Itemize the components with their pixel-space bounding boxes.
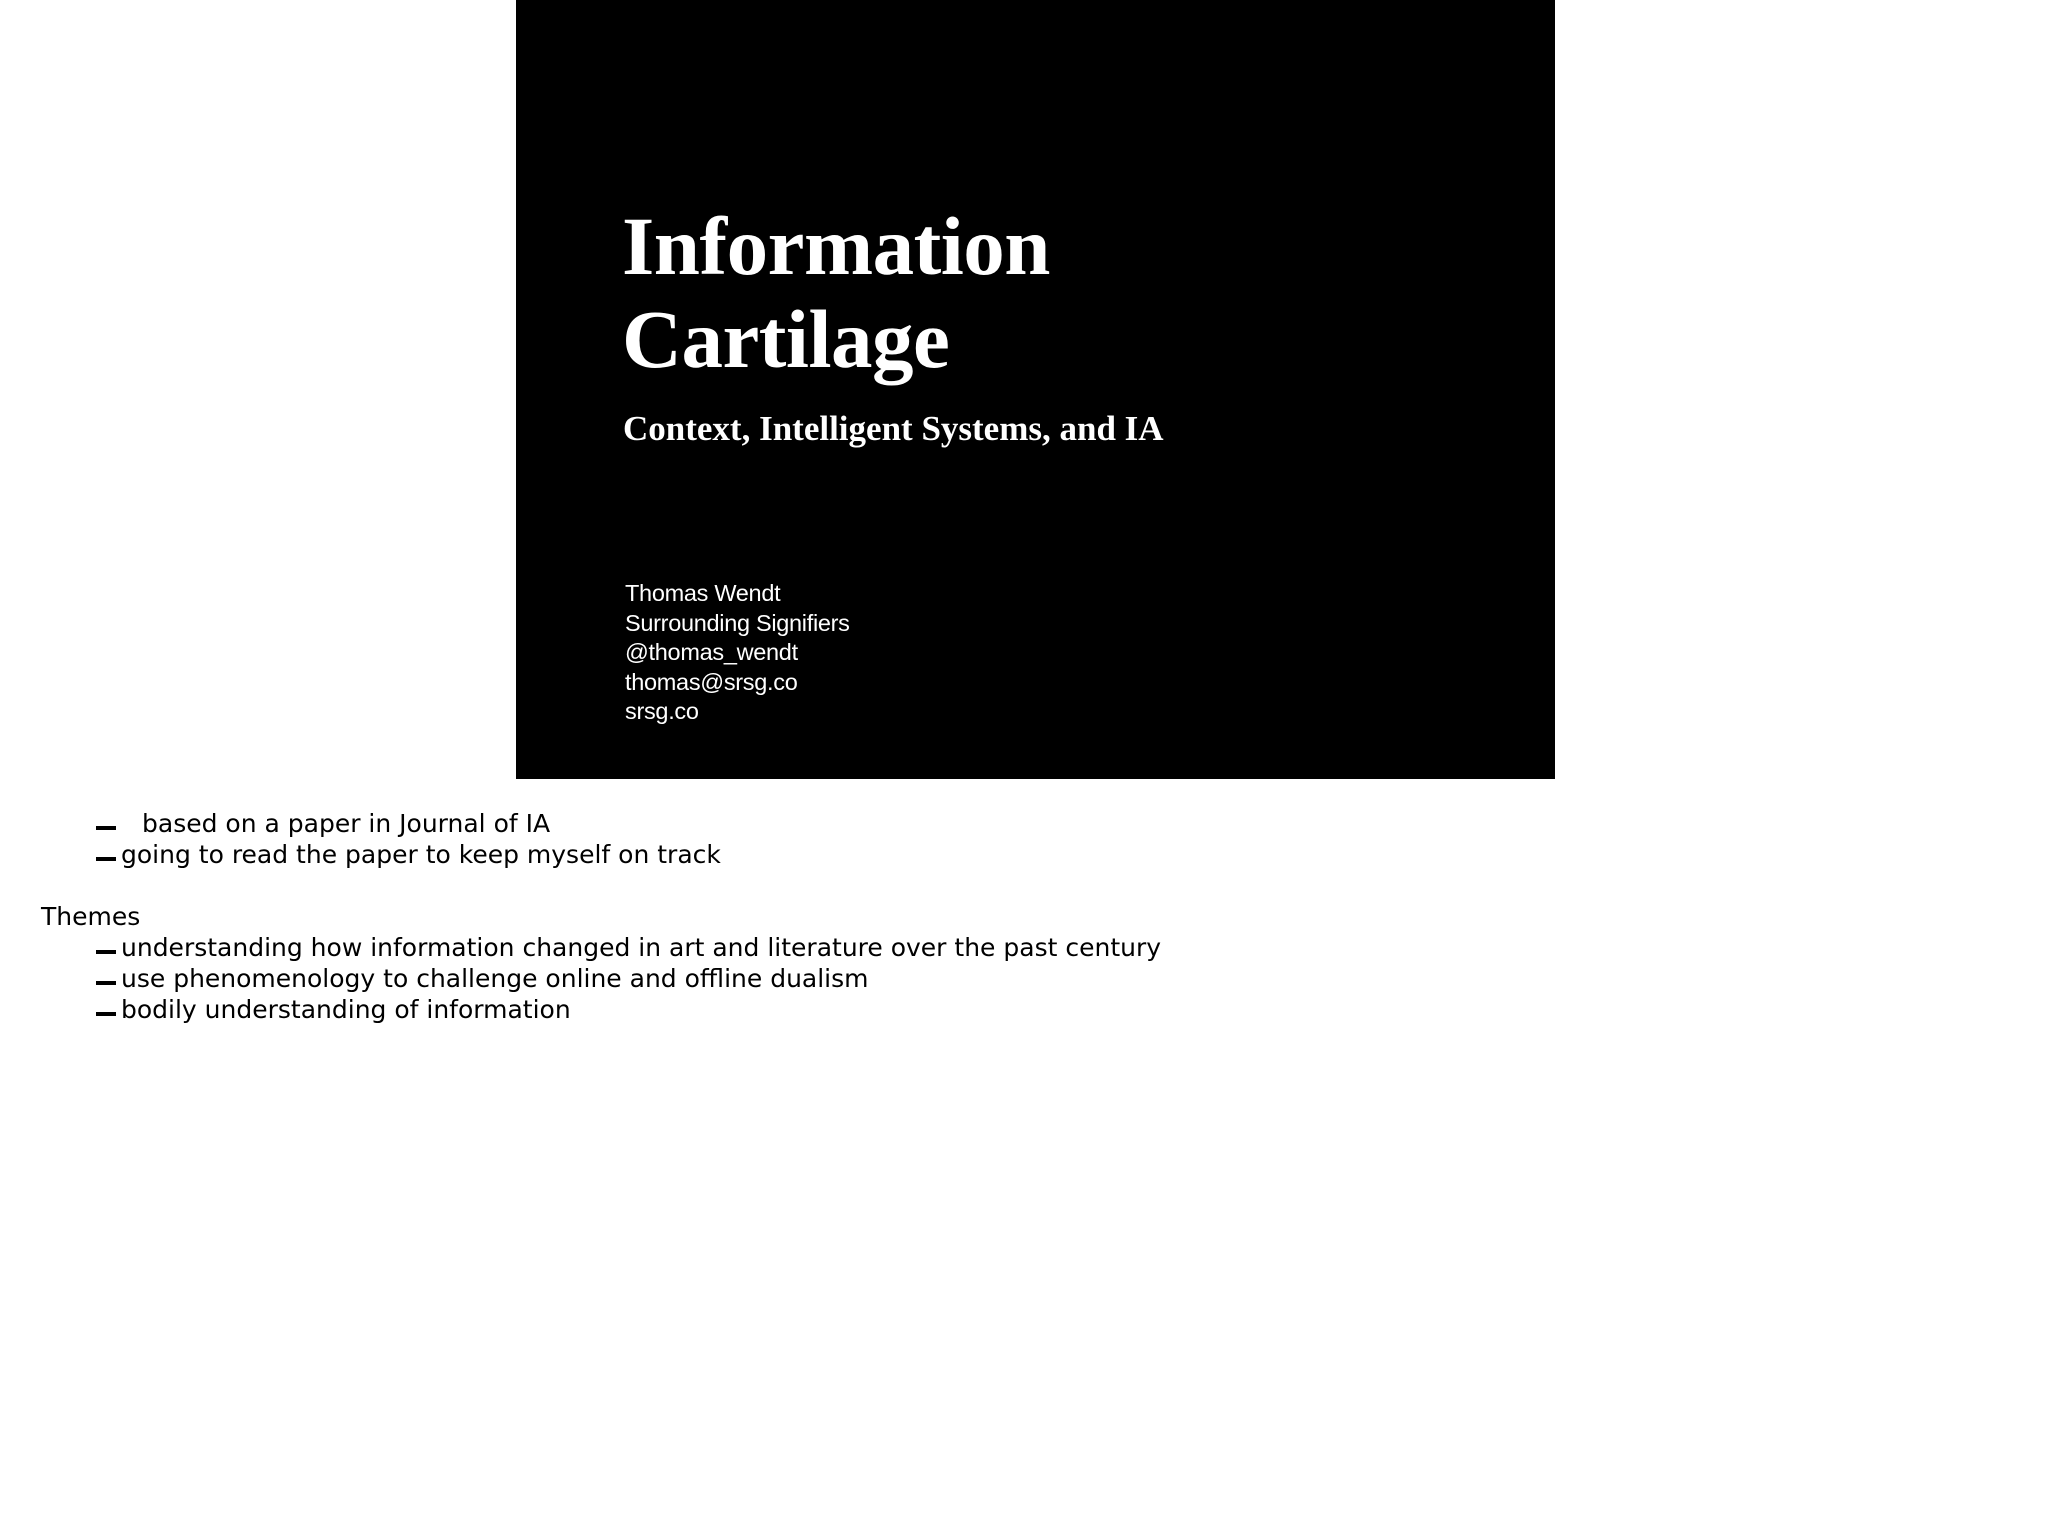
dash-bullet-icon (96, 826, 116, 830)
note-item (0, 932, 2048, 963)
author-company: Surrounding Signifiers (625, 609, 850, 636)
note-item (0, 808, 2048, 839)
slide-title-line-2: Cartilage (622, 293, 950, 385)
author-email: thomas@srsg.co (625, 668, 798, 695)
note-item (0, 963, 2048, 994)
presenter-notes (0, 808, 2048, 1025)
themes-heading-line (0, 901, 2048, 932)
slide-title (622, 200, 1050, 386)
note-text: understanding how information changed in art and literature over the past century (121, 933, 1162, 962)
dash-bullet-icon (96, 950, 116, 954)
dash-bullet-icon (96, 981, 116, 985)
note-text: based on a paper in Journal of IA (142, 809, 551, 838)
slide-title-line-1: Information (622, 200, 1050, 292)
dash-bullet-icon (96, 1012, 116, 1016)
themes-heading: Themes (41, 902, 141, 931)
note-text: bodily understanding of information (121, 995, 571, 1024)
dash-bullet-icon (96, 857, 116, 861)
author-name: Thomas Wendt (625, 580, 781, 606)
note-item (0, 994, 2048, 1025)
author-website: srsg.co (625, 698, 699, 725)
note-item (0, 839, 2048, 870)
slide-subtitle: Context, Intelligent Systems, and IA (623, 409, 1164, 448)
note-text: going to read the paper to keep myself on track (121, 840, 721, 869)
note-text: use phenomenology to challenge online and offline dualism (121, 964, 869, 993)
author-twitter: @thomas_wendt (625, 639, 798, 666)
presentation-slide (516, 0, 1555, 779)
author-contact-list (625, 579, 850, 727)
note-spacer (0, 870, 2048, 901)
